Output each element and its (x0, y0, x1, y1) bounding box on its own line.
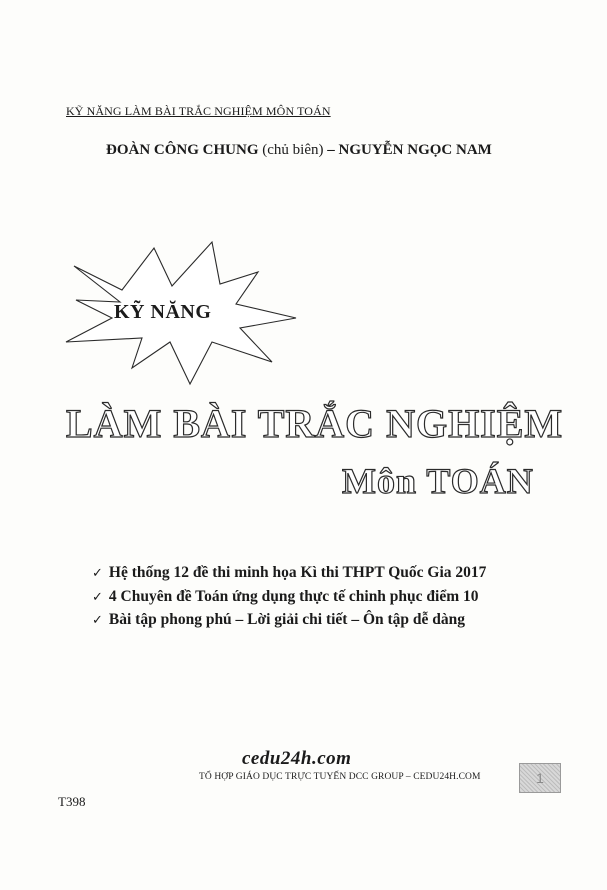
feature-list (92, 562, 486, 633)
authors-line (106, 142, 492, 159)
subject-title: Môn TOÁN (342, 461, 534, 501)
check-icon: ✓ (92, 613, 103, 628)
feature-item: ✓ 4 Chuyên đề Toán ứng dụng thực tế chinh phục điểm 10 (92, 587, 479, 605)
feature-item: ✓ Hệ thống 12 đề thi minh họa Kì thi THPT Quốc Gia 2017 (92, 564, 487, 581)
feature-item: ✓ Bài tập phong phú – Lời giải chi tiết – Ôn tập dễ dàng (92, 611, 466, 628)
check-icon: ✓ (92, 589, 103, 605)
main-author: ĐOÀN CÔNG CHUNG (106, 142, 259, 158)
website-name: cedu24h.com (242, 748, 352, 769)
page-number: 1 (519, 763, 561, 793)
starburst-label: KỸ NĂNG (114, 301, 212, 323)
author-role: (chủ biên) (262, 142, 324, 158)
document-code: T398 (58, 794, 86, 809)
check-icon: ✓ (92, 566, 103, 581)
running-header: KỸ NĂNG LÀM BÀI TRẮC NGHIỆM MÔN TOÁN (66, 104, 331, 118)
co-author: – NGUYỄN NGỌC NAM (327, 142, 492, 158)
organization-line: TỔ HỢP GIÁO DỤC TRỰC TUYẾN DCC GROUP – CEDU24H.COM (199, 772, 481, 782)
main-title: LÀM BÀI TRẮC NGHIỆM (66, 401, 564, 446)
